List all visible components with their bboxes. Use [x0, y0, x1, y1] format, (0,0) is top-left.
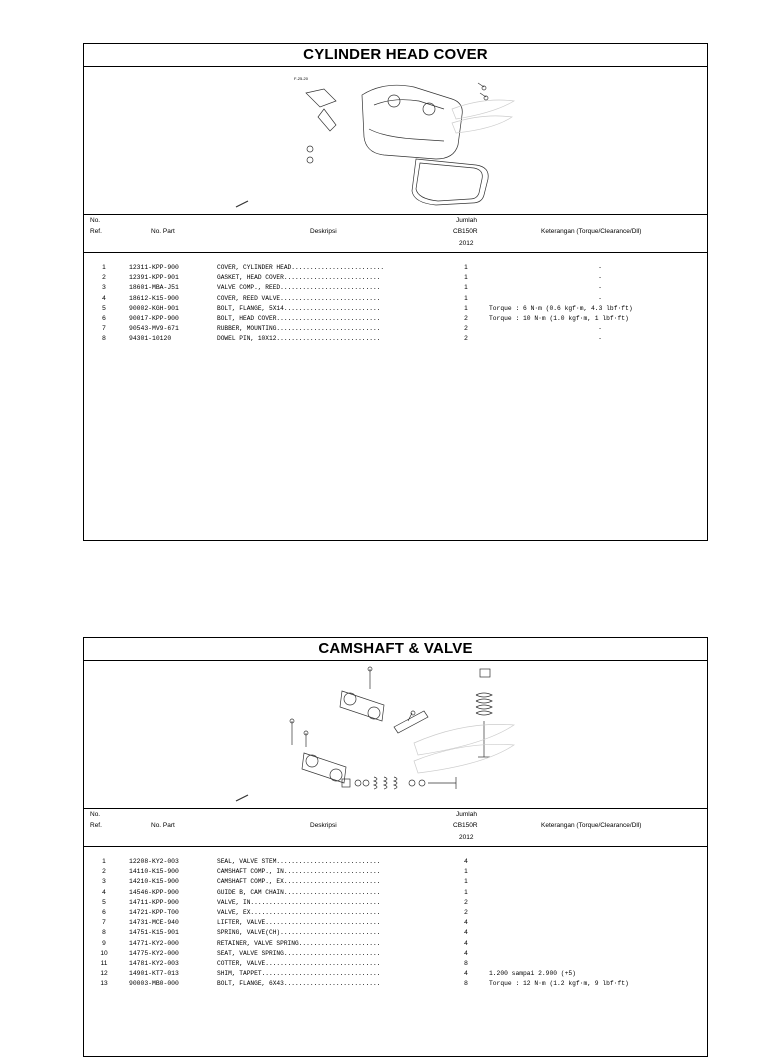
part-description: SEAT, VALVE SPRING..........................: [217, 949, 381, 957]
part-number: 14751-K15-901: [129, 929, 179, 937]
diagram-code: F-25-20: [294, 76, 309, 81]
row-ref-no: 10: [100, 949, 108, 957]
header-model: CB150R: [453, 822, 478, 829]
part-description: BOLT, FLANGE, 5X14..........................: [217, 304, 381, 312]
part-description: COVER, CYLINDER HEAD.........................: [217, 264, 385, 271]
part-note: -: [598, 264, 602, 271]
table-row: [84, 969, 707, 978]
part-quantity: 1: [464, 304, 468, 312]
table-row: [84, 324, 707, 333]
row-ref-no: 7: [102, 919, 106, 927]
part-description: RETAINER, VALVE SPRING......................: [217, 939, 381, 947]
part-quantity: 2: [464, 325, 468, 333]
row-ref-no: 8: [102, 929, 106, 937]
part-description: VALVE, IN...................................: [217, 898, 381, 906]
part-note: -: [598, 284, 602, 292]
part-number: 90003-MB0-000: [129, 980, 179, 988]
part-description: VALVE COMP., REED...........................: [217, 284, 381, 292]
row-ref-no: 5: [102, 304, 106, 312]
part-quantity: 4: [464, 949, 468, 957]
part-number: 12311-KPP-900: [129, 264, 179, 271]
part-number: 12208-KY2-003: [129, 858, 179, 865]
table-header: [84, 809, 707, 847]
part-note: -: [598, 274, 602, 282]
header-no: No.: [90, 217, 101, 224]
part-description: CAMSHAFT COMP., EX..........................: [217, 878, 381, 886]
part-description: COVER, REED VALVE...........................: [217, 294, 381, 302]
part-number: 14110-K15-900: [129, 868, 179, 876]
row-ref-no: 6: [102, 909, 106, 916]
part-description: VALVE, EX...................................: [217, 909, 381, 916]
table-row: [84, 304, 707, 313]
exploded-diagram: [84, 661, 707, 809]
part-description: GUIDE B, CAM CHAIN..........................: [217, 888, 381, 896]
row-ref-no: 2: [102, 274, 106, 282]
part-note: -: [598, 325, 602, 333]
part-description: SPRING, VALVE(CH)...........................: [217, 929, 381, 937]
part-description: CAMSHAFT COMP., IN..........................: [217, 868, 381, 876]
part-description: SEAL, VALVE STEM............................: [217, 858, 381, 865]
part-description: BOLT, HEAD COVER............................: [217, 315, 381, 322]
part-note: 1.200 sampai 2.900 (+5): [489, 970, 576, 978]
table-row: [84, 877, 707, 886]
section-title: CAMSHAFT & VALVE: [84, 638, 707, 661]
row-ref-no: 7: [102, 325, 106, 333]
header-desc: Deskripsi: [310, 822, 337, 829]
camshaft-valve-drawing: [84, 661, 707, 808]
header-ref: Ref.: [90, 822, 102, 829]
part-quantity: 1: [464, 878, 468, 886]
table-row: [84, 939, 707, 948]
header-part: No. Part: [151, 822, 175, 829]
table-row: [84, 273, 707, 282]
row-ref-no: 8: [102, 335, 106, 343]
table-row: [84, 918, 707, 927]
table-row: [84, 959, 707, 968]
section-camshaft-valve: [83, 637, 708, 1057]
part-note: Torque : 10 N·m (1.0 kgf·m, 1 lbf·ft): [489, 315, 629, 322]
row-ref-no: 3: [102, 878, 106, 886]
part-number: 12391-KPP-901: [129, 274, 179, 282]
part-number: 14901-KT7-013: [129, 970, 179, 978]
part-number: 14721-KPP-T00: [129, 909, 179, 916]
part-description: BOLT, FLANGE, 6X43..........................: [217, 980, 381, 988]
part-quantity: 1: [464, 264, 468, 271]
part-quantity: 2: [464, 315, 468, 322]
part-number: 90002-KGH-901: [129, 304, 179, 312]
table-row: [84, 857, 707, 866]
header-desc: Deskripsi: [310, 228, 337, 235]
part-quantity: 2: [464, 335, 468, 343]
part-description: COTTER, VALVE...............................: [217, 960, 381, 967]
table-row: [84, 979, 707, 988]
part-note: Torque : 12 N·m (1.2 kgf·m, 9 lbf·ft): [489, 980, 629, 988]
header-jumlah: Jumlah: [456, 811, 477, 818]
header-no: No.: [90, 811, 101, 818]
table-row: [84, 867, 707, 876]
part-description: DOWEL PIN, 10X12............................: [217, 335, 381, 343]
part-description: RUBBER, MOUNTING............................: [217, 325, 381, 333]
part-quantity: 1: [464, 888, 468, 896]
table-header: [84, 215, 707, 253]
header-jumlah: Jumlah: [456, 217, 477, 224]
row-ref-no: 6: [102, 315, 106, 322]
part-number: 14731-MCE-940: [129, 919, 179, 927]
section-cylinder-head-cover: [83, 43, 708, 541]
row-ref-no: 13: [100, 980, 108, 988]
part-quantity: 4: [464, 929, 468, 937]
table-row: [84, 949, 707, 958]
part-note: -: [598, 335, 602, 343]
part-quantity: 4: [464, 919, 468, 927]
cylinder-head-cover-drawing: [84, 67, 707, 214]
part-number: 90017-KPP-900: [129, 315, 179, 322]
table-row: [84, 263, 707, 272]
row-ref-no: 1: [102, 264, 106, 271]
row-ref-no: 3: [102, 284, 106, 292]
part-number: 14210-K15-900: [129, 878, 179, 886]
header-notes: Keterangan (Torque/Clearance/Dll): [541, 822, 642, 829]
table-row: [84, 898, 707, 907]
part-description: LIFTER, VALVE...............................: [217, 919, 381, 927]
part-number: 18601-MBA-J51: [129, 284, 179, 292]
header-notes: Keterangan (Torque/Clearance/Dll): [541, 228, 642, 235]
part-quantity: 1: [464, 274, 468, 282]
part-number: 14711-KPP-900: [129, 898, 179, 906]
table-row: [84, 908, 707, 917]
part-number: 14775-KY2-000: [129, 949, 179, 957]
part-number: 14546-KPP-900: [129, 888, 179, 896]
row-ref-no: 1: [102, 858, 106, 865]
part-number: 18612-K15-900: [129, 294, 179, 302]
part-number: 94301-10120: [129, 335, 172, 343]
exploded-diagram: [84, 67, 707, 215]
part-quantity: 8: [464, 960, 468, 967]
part-quantity: 4: [464, 939, 468, 947]
header-ref: Ref.: [90, 228, 102, 235]
part-note: -: [598, 294, 602, 302]
header-year: 2012: [459, 834, 474, 841]
header-year: 2012: [459, 240, 474, 247]
part-quantity: 4: [464, 970, 468, 978]
part-quantity: 4: [464, 858, 468, 865]
row-ref-no: 4: [102, 888, 106, 896]
table-row: [84, 334, 707, 343]
part-quantity: 1: [464, 294, 468, 302]
part-description: GASKET, HEAD COVER..........................: [217, 274, 381, 282]
header-model: CB150R: [453, 228, 478, 235]
part-number: 14771-KY2-000: [129, 939, 179, 947]
table-row: [84, 888, 707, 897]
table-row: [84, 283, 707, 292]
table-row: [84, 314, 707, 323]
part-description: SHIM, TAPPET................................: [217, 970, 381, 978]
part-quantity: 1: [464, 284, 468, 292]
part-quantity: 2: [464, 898, 468, 906]
part-quantity: 8: [464, 980, 468, 988]
row-ref-no: 2: [102, 868, 106, 876]
table-row: [84, 294, 707, 303]
row-ref-no: 9: [102, 939, 106, 947]
part-quantity: 2: [464, 909, 468, 916]
row-ref-no: 5: [102, 898, 106, 906]
part-note: Torque : 6 N·m (0.6 kgf·m, 4.3 lbf·ft): [489, 304, 633, 312]
section-title: CYLINDER HEAD COVER: [84, 44, 707, 67]
header-part: No. Part: [151, 228, 175, 235]
part-quantity: 1: [464, 868, 468, 876]
table-row: [84, 928, 707, 937]
part-number: 90543-MV9-671: [129, 325, 179, 333]
row-ref-no: 12: [100, 970, 108, 978]
row-ref-no: 11: [100, 960, 108, 967]
part-number: 14781-KY2-003: [129, 960, 179, 967]
row-ref-no: 4: [102, 294, 106, 302]
